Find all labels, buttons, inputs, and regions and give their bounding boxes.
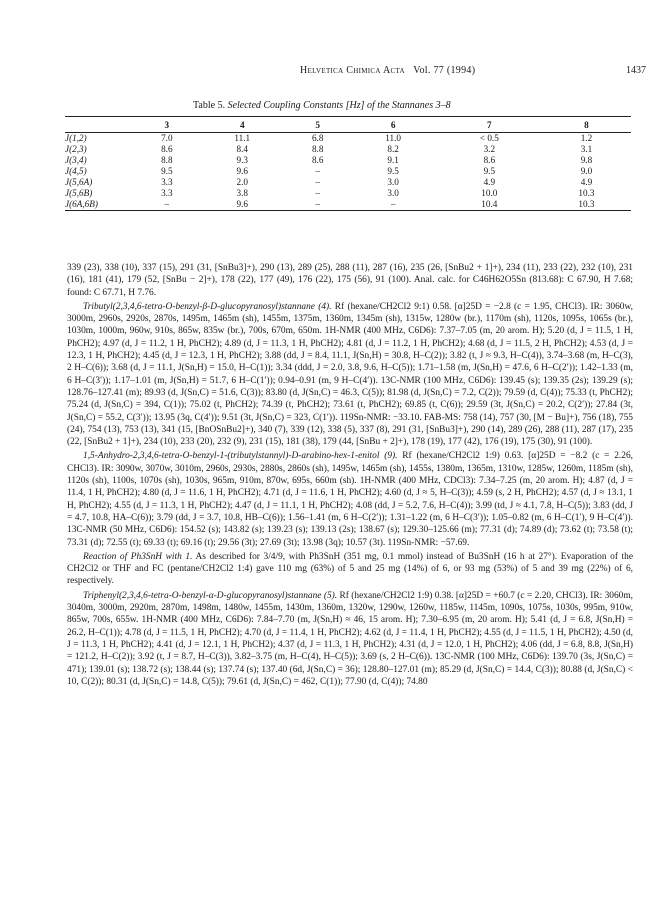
column-header: 8 xyxy=(584,120,589,130)
table-row xyxy=(65,177,631,188)
table-cell: 8.6 xyxy=(161,144,173,154)
table-caption xyxy=(193,100,451,111)
table-cell: 1.2 xyxy=(580,133,593,143)
table-cell: 8.4 xyxy=(236,144,248,154)
table-row xyxy=(65,133,631,145)
table-cell: 3.0 xyxy=(387,188,399,198)
table-cell: 3.0 xyxy=(387,177,399,187)
table-row xyxy=(65,199,631,211)
table-cell: 10.3 xyxy=(578,188,595,198)
paragraph-text: Rf (hexane/CH2Cl2 1:9) 0.63. [α]25D = −8.2 (c = 2.26, CHCl3). IR: 3090w, 3070w, 3010m, 2960s, 2930s, 2880s, 2860s (sh), 1495w, 1465m (sh), 1455s, 1380m, 1365m, 1310w, 1285w, 1260m, 1185m (sh), 1120s (sh), 1100s, 1070s (sh), 1030s, 965m, 910m, 870w, 695s, 660m (sh). 1H-NMR (400 MHz, CDCl3): 7.34–7.25 (m, 20 arom. H); 4.87 (d, J = 11.4, 1 H, PhCH2); 4.80 (d, J = 11.6, 1 H, PhCH2); 4.71 (d, J = 11.6, 1 H, PhCH2); 4.60 (d, J ≈ 5, H–C(3)); 4.59 (s, 2 H, PhCH2); 4.57 (d, J ≈ 13.1, 1 H, PhCH2); 4.55 (d, J = 11.3, 1 H, PhCH2); 4.47 (d, J = 11.1, 1 H, PhCH2); 4.08 (dd, J = 5.2, 7.6, H–C(4)); 3.99 (td, J ≈ 4.1, 7.8, H–C(5)); 3.83 (dd, J = 4.7, 10.8, HA–C(6)); 3.79 (dd, J = 3.7, 10.8, HB–C(6)); 1.56–1.41 (m, 6 H–C(2′)); 1.31–1.22 (m, 6 H–C(3′)); 1.05–0.82 (m, 6 H–C(1′), 9 H–C(4′)). 13C-NMR (50 MHz, C6D6): 154.52 (s); 143.82 (s); 139.23 (s); 139.13 (2s); 138.67 (s); 129.30–125.66 (m); 77.31 (d); 74.89 (d); 73.62 (t); 73.58 (t); 73.31 (d); 72.55 (t); 69.33 (t); 69.16 (t); 29.56 (3t); 27.69 (3t); 13.98 (3q); 10.57 (3t). 119Sn-NMR: −57.69. xyxy=(67,451,633,548)
table-cell: – xyxy=(390,199,396,209)
table-cell: 6.8 xyxy=(311,133,324,143)
compound-heading: Tributyl(2,3,4,6-tetra-O-benzyl-β-D-glucopyranosyl)stannane (4). xyxy=(83,301,332,312)
table-label: Table 5. xyxy=(193,100,226,111)
table-cell: 3.2 xyxy=(483,144,496,154)
column-header: 3 xyxy=(164,120,170,130)
table-row xyxy=(65,188,631,199)
row-label: J(4,5) xyxy=(65,166,87,176)
column-header: 5 xyxy=(315,120,320,130)
page-number: 1437 xyxy=(626,65,646,76)
paragraph-text: As described for 3/4/9, with Ph3SnH (351 mg, 0.1 mmol) instead of Bu3SnH (16 h at 27°). Evaporation of the CH2Cl2 or THF and FC (pentane/CH2Cl2 1:4) gave 110 mg (63%) of 5 and 25 mg (14%) of 6, or 93 mg (53%) of 5 and 39 mg (22%) of 6, respectively. xyxy=(67,551,633,587)
paragraph xyxy=(67,590,633,688)
column-header: 4 xyxy=(239,120,245,130)
column-header: 6 xyxy=(390,120,396,130)
coupling-constants-table xyxy=(65,116,631,211)
table-cell: 9.6 xyxy=(236,166,248,176)
table-cell: 8.6 xyxy=(311,155,324,165)
table-row xyxy=(65,144,631,155)
paragraph xyxy=(67,262,633,299)
table-cell: 4.9 xyxy=(483,177,496,187)
table-cell: – xyxy=(315,199,320,209)
table-cell: 8.2 xyxy=(387,144,399,154)
table-cell: 10.3 xyxy=(578,199,595,209)
row-label: J(6A,6B) xyxy=(65,199,98,209)
table-cell: < 0.5 xyxy=(479,133,499,143)
table-cell: 8.6 xyxy=(483,155,496,165)
journal-info xyxy=(300,65,475,76)
table-cell: 2.0 xyxy=(236,177,248,187)
table-cell: 11.1 xyxy=(234,133,251,143)
table-cell: 3.3 xyxy=(161,188,173,198)
table-cell: 9.6 xyxy=(236,199,248,209)
table-cell: – xyxy=(315,177,320,187)
table-cell: – xyxy=(315,188,320,198)
experimental-text xyxy=(67,262,633,688)
row-label: J(5,6A) xyxy=(65,177,93,187)
paragraph xyxy=(67,551,633,588)
table-cell: – xyxy=(315,166,320,176)
table-cell: 8.8 xyxy=(311,144,324,154)
journal-name: Helvetica Chimica Acta xyxy=(300,65,405,76)
paragraph xyxy=(67,301,633,449)
table-cell: 3.3 xyxy=(161,177,173,187)
table-cell: 7.0 xyxy=(161,133,173,143)
compound-heading: Triphenyl(2,3,4,6-tetra-O-benzyl-α-D-glucopyranosyl)stannane (5). xyxy=(83,590,338,601)
table-cell: 11.0 xyxy=(385,133,402,143)
paragraph-text: Rf (hexane/CH2Cl2 9:1) 0.58. [α]25D = −2.8 (c = 1.95, CHCl3). IR: 3060w, 3000m, 2960s, 2920s, 2870s, 1495m, 1465m (sh), 1455m, 1375m, 1360m, 1345m (sh), 1315w, 1280w (br.), 1170m (sh), 1120s, 1095s, 1065s (br.), 1030m, 1000m, 960w, 910s, 865w, 835w (br.), 700s, 670m, 650m. 1H-NMR (400 MHz, C6D6): 7.37–7.05 (m, 20 arom. H); 5.20 (d, J = 11.5, 1 H, PhCH2); 4.97 (d, J = 11.2, 1 H, PhCH2); 4.89 (d, J = 11.3, 1 H, PhCH2); 4.81 (d, J = 11.2, 1 H, PhCH2); 4.68 (d, J = 11.5, 2 H, PhCH2); 4.53 (d, J = 12.3, 1 H, PhCH2); 4.45 (d, J = 12.3, 1 H, PhCH2); 3.88 (dd, J = 8.4, 11.1, J(Sn,H) = 30.8, H–C(2)); 3.82 (t, J ≈ 9.3, H–C(4)), 3.74–3.68 (m, H–C(3), 2 H–C(6)); 3.68 (d, J = 11.1, J(Sn,H) = 15.0, H–C(1)); 3.34 (ddd, J = 2.0, 3.8, 9.6, H–C(5)); 1.71–1.58 (m, J(Sn,H) = 47.6, 6 H–C(2′)); 1.42–1.33 (m, 6 H–C(3′)); 1.17–1.01 (m, J(Sn,H) = 51.7, 6 H–C(1′)); 0.94–0.91 (m, 9 H–C(4′)). 13C-NMR (100 MHz, C6D6): 139.45 (s); 139.35 (2s); 139.29 (s); 128.76–127.41 (m); 89.93 (d, J(Sn,C) = 51.6, C(3)); 83.80 (d, J(Sn,C) = 46.3, C(5)); 81.98 (d, J(Sn,C) = 7.2, C(2)); 79.59 (d, C(4)); 75.33 (t, PhCH2); 75.24 (d, J(Sn,C) = 394, C(1)); 75.02 (t, PhCH2); 74.39 (t, PhCH2); 73.61 (t, PhCH2); 69.85 (t, C(6)); 29.59 (3t, J(Sn,C) = 20.2, C(2′)); 27.84 (3t, J(Sn,C) = 55.2, C(3′)); 13.95 (3q, C(4′)); 9.51 (3t, J(Sn,C) = 323, C(1′)). 119Sn-NMR: −33.10. FAB-MS: 758 (14), 757 (30, [M − Bu]+), 756 (18), 755 (24), 754 (13), 753 (13), 341 (15, [BnOSnBu2]+), 340 (7), 339 (12), 338 (5), 337 (8), 291 (31, [SnBu3]+), 290 (14), 289 (26), 288 (11), 287 (17), 235 (22, [SnBu2 + 1]+), 234 (10), 233 (20), 232 (9), 231 (15), 181 (38), 179 (44, [SnBu + 2]+), 178 (19), 177 (42), 176 (19), 175 (30), 91 (100). xyxy=(67,301,633,448)
table-cell: 3.8 xyxy=(236,188,248,198)
column-header: 7 xyxy=(487,120,492,130)
row-label: J(3,4) xyxy=(65,155,87,165)
table-cell: 9.5 xyxy=(387,166,399,176)
table-cell: 9.5 xyxy=(161,166,173,176)
compound-heading: Reaction of Ph3SnH with 1. xyxy=(83,551,193,562)
compound-heading: 1,5-Anhydro-2,3,4,6-tetra-O-benzyl-1-(tributylstannyl)-D-arabino-hex-1-enitol (9). xyxy=(83,451,398,462)
table-cell: 10.0 xyxy=(481,188,498,198)
table-cell: – xyxy=(164,199,170,209)
table-row xyxy=(65,166,631,177)
paragraph-text: Rf (hexane/CH2Cl2 1:9) 0.38. [α]25D = +60.7 (c = 2.20, CHCl3). IR: 3060m, 3040m, 3000m, 2920m, 2870m, 1498m, 1480w, 1455m, 1430m, 1360m, 1320w, 1290w, 1260w, 1185w, 1145m, 1090s, 1075s, 1030s, 995m, 910w, 865w, 700s, 655w. 1H-NMR (400 MHz, C6D6): 7.84–7.70 (m, J(Sn,H) ≈ 46, 15 arom. H); 7.30–6.95 (m, 20 arom. H); 5.41 (d, J = 6.8, J(Sn,H) = 26.2, H–C(1)); 4.78 (d, J = 11.5, 1 H, PhCH2); 4.70 (d, J = 11.4, 1 H, PhCH2); 4.62 (d, J = 11.4, 1 H, PhCH2); 4.55 (d, J = 11.5, 1 H, PhCH2); 4.50 (d, J = 11.3, 1 H, PhCH2); 4.41 (d, J = 12.1, 1 H, PhCH2); 4.37 (d, J = 11.3, 1 H, PhCH2); 4.31 (d, J = 12.0, 1 H, PhCH2); 4.06 (dd, J = 6.8, 8.8, J(Sn,H) = 121.2, H–C(2)); 3.92 (t, J = 8.7, H–C(3)), 3.82–3.75 (m, H–C(4), H–C(5)); 3.69 (s, 2 H–C(6)). 13C-NMR (100 MHz, C6D6): 139.70 (3s, J(Sn,C) = 471); 139.01 (s); 138.72 (s); 138.44 (s); 137.74 (s); 137.40 (6d, J(Sn,C) = 36); 128.80–127.01 (m); 85.29 (d, J(Sn,C) = 14.4, C(3)); 80.88 (d, J(Sn,C) < 10, C(2)); 80.31 (d, J(Sn,C) = 14.8, C(5)); 79.61 (d, J(Sn,C) = 462, C(1)); 77.90 (d, C(4)); 74.80 xyxy=(67,590,633,687)
row-label: J(2,3) xyxy=(65,144,87,154)
table-title: Selected Coupling Constants [Hz] of the Stannanes 3–8 xyxy=(227,100,451,111)
column-header xyxy=(65,117,135,133)
table-cell: 9.5 xyxy=(483,166,496,176)
table-header-row xyxy=(65,117,631,133)
row-label: J(1,2) xyxy=(65,133,87,143)
table-cell: 9.0 xyxy=(580,166,593,176)
table-cell: 4.9 xyxy=(580,177,593,187)
paragraph xyxy=(67,450,633,548)
table-row xyxy=(65,155,631,166)
table-cell: 9.1 xyxy=(387,155,399,165)
paragraph-text: 339 (23), 338 (10), 337 (15), 291 (31, [SnBu3]+), 290 (13), 289 (25), 288 (11), 287 (16), 235 (26, [SnBu2 + 1]+), 234 (11), 233 (22), 232 (10), 231 (16), 181 (41), 179 (52, [SnBu − 2]+), 178 (22), 177 (49), 176 (22), 175 (56), 91 (100). Anal. calc. for C46H62O5Sn (813.68): C 67.90, H 7.68; found: C 67.71, H 7.76. xyxy=(67,263,633,298)
table-cell: 9.8 xyxy=(580,155,593,165)
table-cell: 10.4 xyxy=(481,199,498,209)
table-cell: 3.1 xyxy=(580,144,593,154)
row-label: J(5,6B) xyxy=(65,188,93,198)
table-cell: 9.3 xyxy=(236,155,248,165)
journal-volume: Vol. 77 (1994) xyxy=(413,65,476,76)
table-cell: 8.8 xyxy=(161,155,173,165)
